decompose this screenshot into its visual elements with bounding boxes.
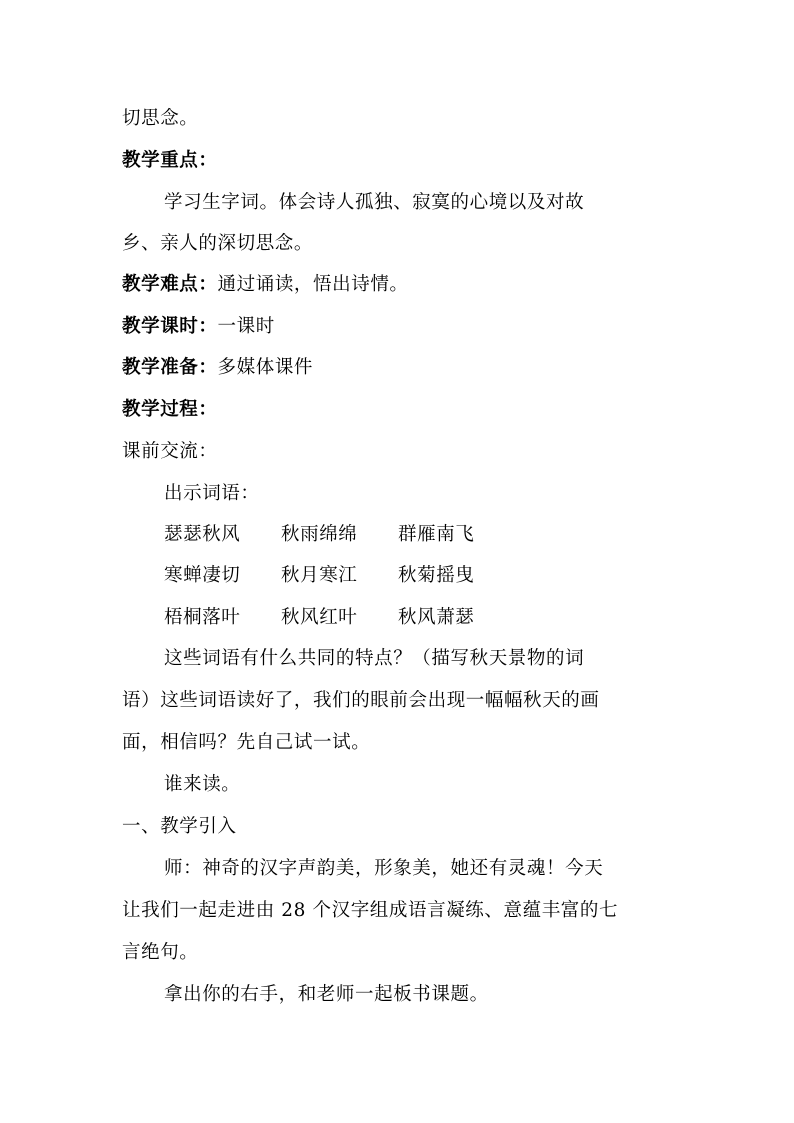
text-line: 谁来读。	[164, 774, 241, 795]
key-points-heading: 教学重点：	[122, 150, 218, 171]
prep-heading: 教学准备：	[122, 357, 218, 378]
word-term: 秋风萧瑟	[398, 607, 475, 628]
text-line: 出示词语：	[164, 483, 260, 504]
difficulty-text: 通过诵读，悟出诗情。	[217, 274, 409, 295]
difficulty-row	[122, 273, 409, 297]
text-line: 让我们一起走进由 28 个汉字组成语言凝练、意蕴丰富的七	[122, 900, 619, 921]
text-line: 学习生字词。体会诗人孤独、寂寞的心境以及对故	[164, 192, 585, 213]
text-line: 拿出你的右手，和老师一起板书课题。	[164, 984, 489, 1005]
word-row	[164, 523, 474, 547]
difficulty-heading: 教学难点：	[122, 274, 218, 295]
prep-row	[122, 356, 313, 380]
word-term: 秋菊摇曳	[398, 565, 475, 586]
word-term: 群雁南飞	[398, 524, 475, 545]
text-line: 切思念。	[122, 108, 199, 129]
word-term: 寒蝉凄切	[164, 565, 241, 586]
hours-row	[122, 315, 275, 339]
text-line: 语）这些词语读好了，我们的眼前会出现一幅幅秋天的画	[122, 690, 600, 711]
hours-heading: 教学课时：	[122, 316, 218, 337]
word-row	[164, 564, 474, 588]
prep-text: 多媒体课件	[217, 357, 314, 378]
text-line: 这些词语有什么共同的特点？（描写秋天景物的词	[164, 648, 585, 669]
text-line: 课前交流：	[122, 441, 218, 462]
word-term: 瑟瑟秋风	[164, 524, 241, 545]
word-row	[164, 606, 474, 630]
text-line: 言绝句。	[122, 942, 199, 963]
hours-text: 一课时	[217, 316, 275, 337]
text-line: 乡、亲人的深切思念。	[122, 233, 314, 254]
word-term: 梧桐落叶	[164, 607, 241, 628]
text-line: 师：神奇的汉字声韵美，形象美，她还有灵魂！今天	[164, 858, 604, 879]
process-heading: 教学过程：	[122, 399, 218, 420]
section-heading: 一、教学引入	[122, 816, 237, 837]
text-line: 面，相信吗？先自己试一试。	[122, 732, 371, 753]
word-term: 秋风红叶	[281, 607, 358, 628]
word-term: 秋雨绵绵	[281, 524, 358, 545]
word-term: 秋月寒江	[281, 565, 358, 586]
